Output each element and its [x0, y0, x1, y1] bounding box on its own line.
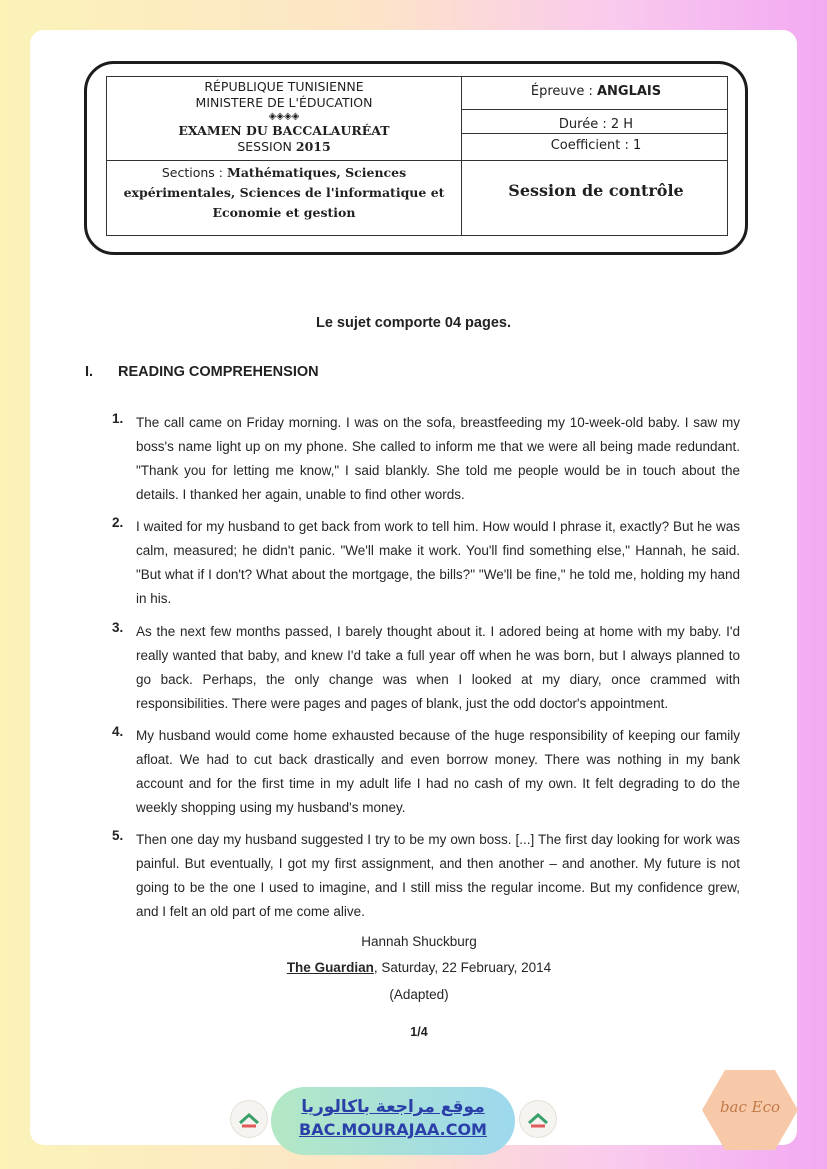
site-logo-icon — [230, 1100, 268, 1138]
header-table — [106, 76, 728, 236]
coefficient: Coefficient : 1 — [550, 138, 642, 153]
section-title: READING COMPREHENSION — [118, 364, 319, 380]
session-label: SESSION — [237, 139, 292, 154]
pages-note: Le sujet comporte 04 pages. — [315, 315, 511, 331]
paragraph-4: My husband would come home exhausted because of the huge responsibility of keeping our family afloat. We had to cut back drastically and even borrow money. There was nothing in my bank account and for the first time in my adult life I had no cash of my own. It felt degrading to do the weekly shopping using my husband's money. — [136, 728, 740, 815]
paragraph-number: 4. — [112, 724, 124, 739]
paragraph-5: Then one day my husband suggested I try to be my own boss. [...] The first day looking for work was painful. But eventually, I got my first assignment, and then another – and another. My future is not going to be the one I used to imagine, and I still miss the regular income. But my confidence grew, and I felt an old part of me come alive. — [136, 832, 740, 919]
paragraph-number: 3. — [112, 620, 124, 635]
sections-label: Sections : — [161, 165, 223, 180]
paragraph-number: 2. — [112, 515, 124, 530]
session-year: 2015 — [295, 139, 331, 154]
site-arabic-title[interactable]: موقع مراجعة باكالوريا — [301, 1097, 485, 1117]
paragraph-2: I waited for my husband to get back from work to tell him. How would I phrase it, exactly? But he was calm, measured; he didn't panic. "We'll make it work. You'll find something else," Hannah, he said. "But what if I don't? What about the mortgage, the bills?" "We'll be fine," he told me, holding my hand in his. — [136, 519, 740, 606]
epreuve-value: ANGLAIS — [596, 84, 662, 99]
site-logo-icon — [519, 1100, 557, 1138]
bac-eco-badge: bac Eco — [719, 1098, 781, 1116]
epreuve-label: Épreuve : — [530, 84, 593, 99]
site-url[interactable]: BAC.MOURAJAA.COM — [299, 1120, 487, 1139]
page-number: 1/4 — [410, 1025, 428, 1039]
exam-title: EXAMEN DU BACCALAURÉAT — [178, 123, 390, 138]
author: Hannah Shuckburg — [361, 934, 477, 949]
paragraph-number: 1. — [112, 411, 124, 426]
paragraph-1: The call came on Friday morning. I was on the sofa, breastfeeding my 10-week-old baby. I saw my boss's name light up on my phone. She called to inform me that we were all being made redundant. "Thank you for letting me know," I said blankly. She told me people would be in touch about the details. I thanked her again, unable to find other words. — [136, 415, 740, 502]
ministry-block — [107, 79, 461, 155]
ornament-icon: ◈◈◈◈ — [268, 111, 300, 122]
paragraph-number: 5. — [112, 828, 124, 843]
epreuve — [463, 84, 729, 99]
country: RÉPUBLIQUE TUNISIENNE — [204, 79, 364, 94]
publication-date: , Saturday, 22 February, 2014 — [373, 960, 552, 975]
ministry: MINISTERE DE L'ÉDUCATION — [195, 95, 373, 110]
publication: The Guardian — [286, 960, 374, 975]
paragraph-3: As the next few months passed, I barely thought about it. I adored being at home with my baby. I'd really wanted that baby, and knew I'd take a full year off when he was born, but I always planned to go back. Perhaps, the only change was when I looked at my diary, once crammed with responsibilities. There were pages and pages of blank, just the odd doctor's appointment. — [136, 624, 740, 711]
duree: Durée : 2 H — [558, 117, 634, 132]
source — [0, 960, 827, 975]
site-link[interactable] — [271, 1087, 515, 1155]
sections-block — [107, 163, 461, 223]
session-type: Session de contrôle — [508, 181, 684, 200]
adapted-note: (Adapted) — [389, 987, 449, 1002]
section-number: I. — [85, 364, 94, 380]
sections-value: Mathématiques, Sciences expérimentales, Sciences de l'informatique et Economie et gestion — [123, 165, 445, 220]
